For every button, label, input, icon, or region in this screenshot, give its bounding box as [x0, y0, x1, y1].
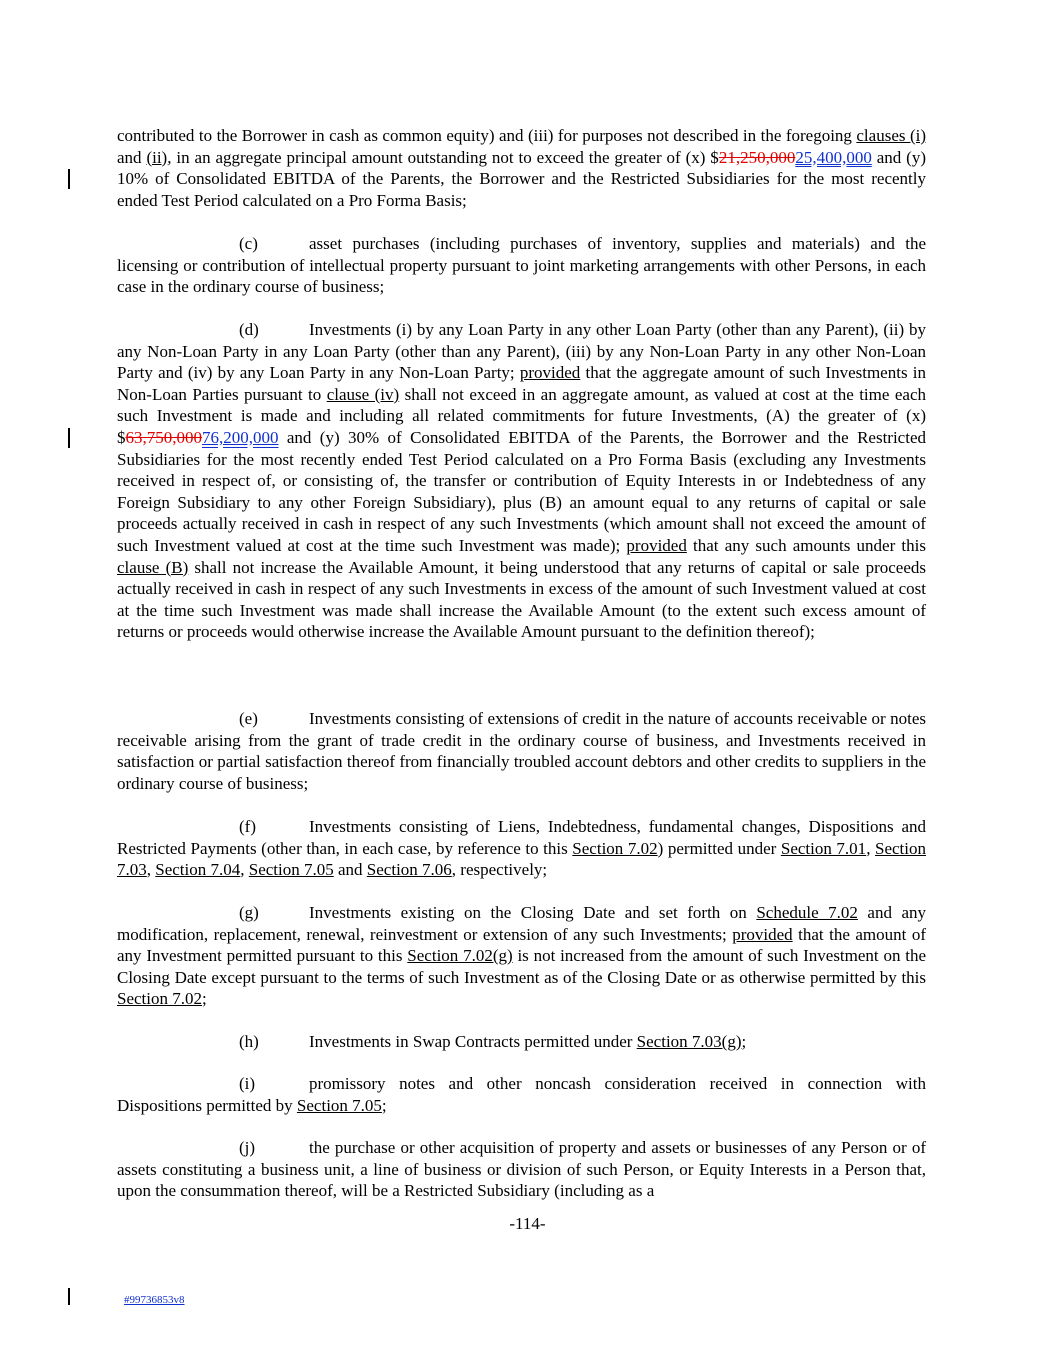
inserted-amount: 76,200,000 [202, 427, 279, 447]
paragraph-f: (f) Investments consisting of Liens, Indebtedness, fundamental changes, Dispositions and Restricted Payments (other than, in each case, by reference to this Section 7.02) permitted under Section 7.01, Section 7.03, Section 7.04, Section 7.05 and Section 7.06, respectively; [117, 817, 927, 880]
clause-reference: (ii) [146, 147, 168, 167]
paragraph-intro: contributed to the Borrower in cash as common equity) and (iii) for purposes not described in the foregoing clauses (i) and (ii), in an aggregate principal amount outstanding not to exceed the greater of (x) $21,250,00025,400,000 and (y) 10% of Consolidated EBITDA of the Parents, the Borrower and the Restricted Subsidiaries for the most recently ended Test Period calculated on a Pro Forma Basis; [117, 126, 926, 210]
clause-reference: clause (iv) [326, 384, 400, 404]
section-reference: Section 7.05 [248, 860, 334, 880]
clause-marker: (e) [239, 709, 258, 728]
provided-term: provided [626, 535, 687, 555]
inserted-amount: 25,400,000 [795, 147, 872, 167]
clause-reference: clauses (i) [856, 126, 926, 145]
clause-marker: (i) [239, 1074, 256, 1093]
document-id-link[interactable]: #99736853v8 [124, 1294, 185, 1306]
provided-term: provided [732, 924, 793, 944]
clause-marker: (j) [239, 1138, 256, 1157]
provided-term: provided [519, 363, 581, 383]
change-bar [68, 428, 70, 448]
section-reference: Section 7.02(g) [407, 946, 513, 966]
paragraph-d: (d) Investments (i) by any Loan Party in any other Loan Party (other than any Parent), (ii) by any Non-Loan Party in any Loan Party (other than any Parent), (iii) by any Non-Loan Party in any other Non-Loan Party and (iv) by any Loan Party in any Non-Loan Party; provided that the aggregate amount of such Investments in Non-Loan Parties pursuant to clause (iv) shall not exceed in an aggregate amount, as valued at cost at the time each such Investment is made and including all related commitments for future Investments, (A) the greater of (x) $63,750,00076,200,000 and (y) 30% of Consolidated EBITDA of the Parents, the Borrower and the Restricted Subsidiaries for the most recently ended Test Period calculated on a Pro Forma Basis (excluding any Investments received in respect of, or consisting of, the transfer or contribution of Equity Interests in or Indebtedness of any Foreign Subsidiary to any other Foreign Subsidiary), plus (B) an amount equal to any returns of capital or sale proceeds actually received in cash in respect of any such Investments (which amount shall not exceed the amount of such Investment valued at cost at the time such Investment was made); provided that any such amounts under this clause (B) shall not increase the Available Amount, it being understood that any returns of capital or sale proceeds actually received in cash in respect of any such Investments in excess of the amount of such Investment valued at cost at the time such Investment was made shall increase the Available Amount (to the extent such excess amount of returns or proceeds would otherwise increase the Available Amount pursuant to the definition thereof); [117, 320, 926, 642]
page-number: -114- [509, 1214, 546, 1233]
schedule-reference: Schedule 7.02 [756, 903, 858, 922]
section-reference: Section 7.01 [780, 838, 867, 858]
section-reference: Section 7.02 [572, 838, 658, 858]
section-reference: Section 7.02 [117, 989, 202, 1009]
section-reference: Section 7.03(g) [636, 1032, 742, 1051]
paragraph-g: (g) Investments existing on the Closing Date and set forth on Schedule 7.02 and any modification, replacement, renewal, reinvestment or extension of any such Investments; provided that the amount of any Investment permitted pursuant to this Section 7.02(g) is not increased from the amount of such Investment on the Closing Date except pursuant to the terms of such Investment as of the Closing Date or as otherwise permitted by this Section 7.02; [117, 903, 926, 1009]
section-reference: Section 7.06 [366, 860, 452, 880]
paragraph-e: (e) Investments consisting of extensions of credit in the nature of accounts receivable or notes receivable arising from the grant of trade credit in the ordinary course of business, and Investments received in satisfaction or partial satisfaction thereof from financially troubled account debtors and other credits to suppliers in the ordinary course of business; [117, 709, 926, 793]
clause-marker: (h) [239, 1032, 259, 1051]
paragraph-i: (i) promissory notes and other noncash consideration received in connection with Dispositions permitted by Section 7.05; [117, 1074, 926, 1115]
section-reference: Section 7.03 [117, 838, 927, 880]
paragraph-j: (j) the purchase or other acquisition of property and assets or businesses of any Person or of assets constituting a business unit, a line of business or division of such Person, or Equity Interests in a Person that, upon the consummation thereof, will be a Restricted Subsidiary (including as a [117, 1138, 926, 1201]
deleted-amount: 63,750,000 [125, 427, 202, 447]
change-bar [68, 169, 70, 189]
section-reference: Section 7.04 [155, 860, 241, 880]
paragraph-c: (c) asset purchases (including purchases of inventory, supplies and materials) and the licensing or contribution of intellectual property pursuant to joint marketing arrangements with other Persons, in each case in the ordinary course of business; [117, 234, 926, 297]
clause-reference: clause (B) [117, 557, 189, 577]
section-reference: Section 7.05 [296, 1095, 382, 1115]
paragraph-h: (h) Investments in Swap Contracts permitted under Section 7.03(g); [239, 1032, 747, 1051]
clause-marker: (g) [239, 903, 259, 922]
clause-marker: (d) [239, 320, 259, 339]
change-bar [68, 1288, 70, 1305]
clause-marker: (f) [239, 817, 256, 836]
deleted-amount: 21,250,000 [718, 147, 796, 167]
clause-marker: (c) [239, 234, 258, 253]
